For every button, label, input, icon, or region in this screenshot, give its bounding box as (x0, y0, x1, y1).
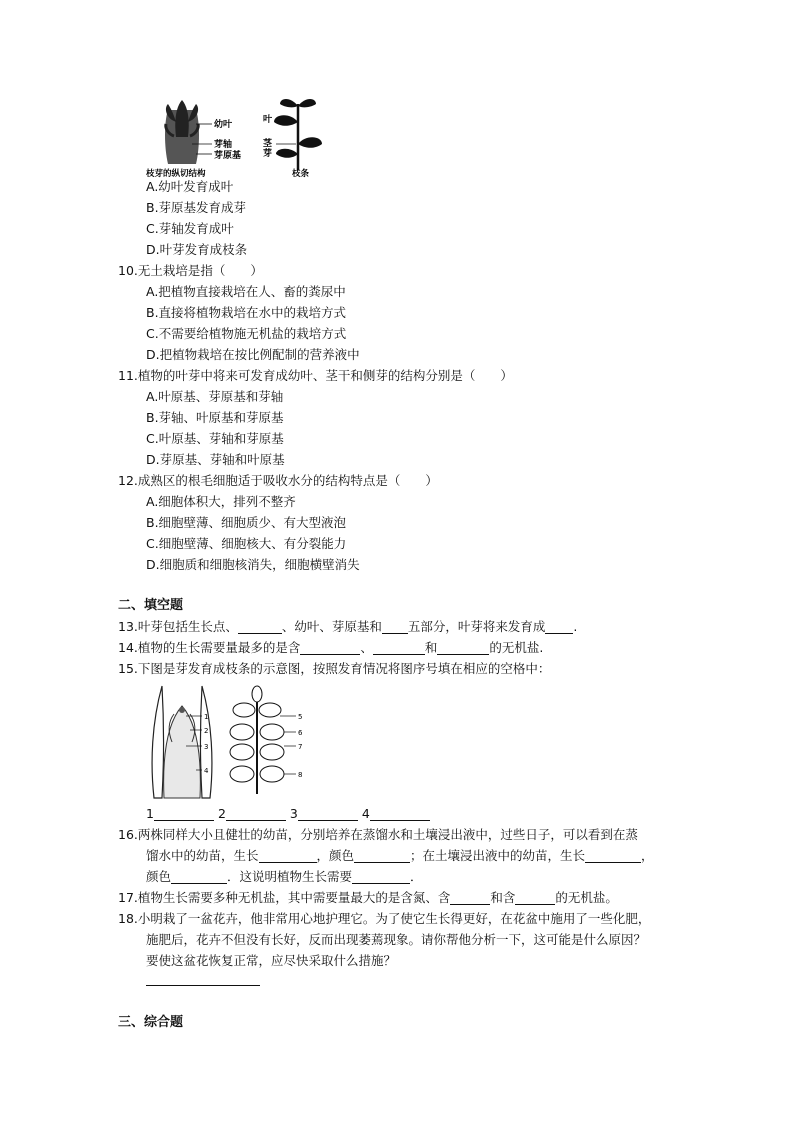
q15-label-4: 4 (361, 806, 370, 821)
q10-option-b: B.直接将植物栽培在水中的栽培方式 (146, 305, 347, 320)
q10-stem: 10.无土栽培是指（ ） (118, 263, 263, 278)
fig2-num-6: 6 (298, 729, 303, 737)
fig2-num-5: 5 (298, 713, 303, 721)
q16-text-d: ， (641, 848, 654, 863)
q15-answer-line (146, 805, 430, 823)
q16-blank-4[interactable] (171, 869, 227, 884)
q12-option-c: C.细胞壁薄、细胞核大、有分裂能力 (146, 536, 347, 551)
label-stem: 茎 (263, 139, 273, 149)
caption-bud-section: 枝芽的纵切结构 (146, 169, 206, 179)
q10-option-a: A.把植物直接栽培在人、畜的粪尿中 (146, 284, 346, 299)
q15-blank-2[interactable] (226, 806, 286, 821)
q17-text-c: 的无机盐。 (555, 890, 618, 905)
q15-blank-3[interactable] (298, 806, 358, 821)
q15-label-2: 2 (217, 806, 226, 821)
q18-line-2: 施肥后，花卉不但没有长好，反而出现萎蔫现象。请你帮他分析一下，这可能是什么原因？ (146, 932, 647, 947)
q17-text-b: 和含 (490, 890, 516, 905)
q14-text-c: 和 (424, 640, 438, 655)
bud-to-branch-figure (146, 682, 316, 800)
q9-option-b: B.芽原基发育成芽 (146, 200, 247, 215)
bud-section-drawing (165, 100, 212, 164)
bud-structure-figure (146, 92, 336, 180)
q15-stem: 15.下图是芽发育成枝条的示意图，按照发育情况将图序号填在相应的空格中： (118, 661, 551, 676)
fig2-num-4: 4 (204, 767, 209, 775)
caption-branch: 枝条 (292, 169, 310, 179)
q17-text-a: 17.植物生长需要多种无机盐，其中需要量最大的是含氮、含 (118, 890, 451, 905)
q10-option-c: C.不需要给植物施无机盐的栽培方式 (146, 326, 347, 341)
q13 (118, 618, 577, 636)
label-young-leaf: 幼叶 (214, 120, 233, 130)
q13-blank-1[interactable] (238, 619, 282, 634)
q12-stem: 12.成熟区的根毛细胞适于吸收水分的结构特点是（ ） (118, 473, 438, 488)
branch-drawing (274, 99, 322, 170)
q18-answer-line[interactable] (146, 970, 260, 988)
q9-option-c: C.芽轴发育成叶 (146, 221, 234, 236)
fig2-num-2: 2 (204, 727, 209, 735)
q17-blank-1[interactable] (450, 890, 490, 905)
q9-option-d: D.叶芽发育成枝条 (146, 242, 248, 257)
fig2-num-7: 7 (298, 743, 303, 751)
q13-text-c: 五部分，叶芽将来发育成 (407, 619, 546, 634)
q11-option-c: C.叶原基、芽轴和芽原基 (146, 431, 284, 446)
q18-blank[interactable] (146, 971, 260, 986)
q12-option-d: D.细胞质和细胞核消失，细胞横壁消失 (146, 557, 360, 572)
label-bud-axis: 芽轴 (214, 140, 233, 150)
q16-text-c: ；在土壤浸出液中的幼苗，生长 (410, 848, 586, 863)
q16-text-b: ，颜色 (316, 848, 355, 863)
q18-line-1: 18.小明栽了一盆花卉，他非常用心地护理它。为了使它生长得更好，在花盆中施用了一些化肥， (118, 911, 651, 926)
q14-text-d: 的无机盐. (489, 640, 544, 655)
label-bud: 芽 (263, 149, 273, 159)
q16-text-e: 颜色 (146, 869, 172, 884)
q12-option-a: A.细胞体积大，排列不整齐 (146, 494, 296, 509)
q16-blank-5[interactable] (352, 869, 410, 884)
q15-blank-1[interactable] (154, 806, 214, 821)
q11-option-d: D.芽原基、芽轴和叶原基 (146, 452, 285, 467)
q14-blank-2[interactable] (373, 640, 425, 655)
fig2-num-8: 8 (298, 771, 303, 779)
q16-line-1: 16.两株同样大小且健壮的幼苗，分别培养在蒸馏水和土壤浸出液中，过些日子，可以看到在蒸 (118, 827, 638, 842)
q14-text-b: 、 (360, 640, 373, 655)
q14 (118, 639, 543, 657)
fig2-num-1: 1 (204, 713, 209, 721)
q14-text-a: 14.植物的生长需要量最多的是含 (118, 640, 301, 655)
q13-text-d: . (573, 619, 578, 634)
q16-line-3 (146, 868, 423, 886)
label-bud-primordium: 芽原基 (214, 151, 242, 161)
q10-option-d: D.把植物栽培在按比例配制的营养液中 (146, 347, 360, 362)
branch-sketch (230, 686, 296, 794)
q9-option-a: A.幼叶发育成叶 (146, 179, 234, 194)
q16-blank-3[interactable] (585, 848, 641, 863)
q16-blank-2[interactable] (354, 848, 410, 863)
q13-text-b: 、幼叶、芽原基和 (281, 619, 382, 634)
label-leaf: 叶 (263, 115, 273, 125)
q11-option-b: B.芽轴、叶原基和芽原基 (146, 410, 284, 425)
q17-blank-2[interactable] (515, 890, 555, 905)
q16-blank-1[interactable] (259, 848, 317, 863)
bud-section-sketch (152, 686, 212, 798)
q14-blank-1[interactable] (300, 640, 360, 655)
section-comprehensive-title: 三、综合题 (118, 1015, 184, 1030)
q17 (118, 889, 618, 907)
q14-blank-3[interactable] (437, 640, 489, 655)
q16-line-2 (146, 847, 654, 865)
q16-text-f: ．这说明植物生长需要 (227, 869, 353, 884)
q11-option-a: A.叶原基、芽原基和芽轴 (146, 389, 284, 404)
q13-blank-3[interactable] (545, 619, 573, 634)
q13-blank-2[interactable] (382, 619, 408, 634)
q12-option-b: B.细胞壁薄、细胞质少、有大型液泡 (146, 515, 347, 530)
fig2-num-3: 3 (204, 743, 209, 751)
q15-blank-4[interactable] (370, 806, 430, 821)
q13-text-a: 13.叶芽包括生长点、 (118, 619, 238, 634)
q18-line-3: 要使这盆花恢复正常，应尽快采取什么措施？ (146, 953, 397, 968)
q11-stem: 11.植物的叶芽中将来可发育成幼叶、茎干和侧芽的结构分别是（ ） (118, 368, 513, 383)
section-fill-in-title: 二、填空题 (118, 598, 184, 613)
q16-text-a: 馏水中的幼苗，生长 (146, 848, 259, 863)
q15-label-3: 3 (289, 806, 298, 821)
q15-label-1: 1 (146, 806, 154, 821)
q16-text-g: ． (410, 869, 423, 884)
